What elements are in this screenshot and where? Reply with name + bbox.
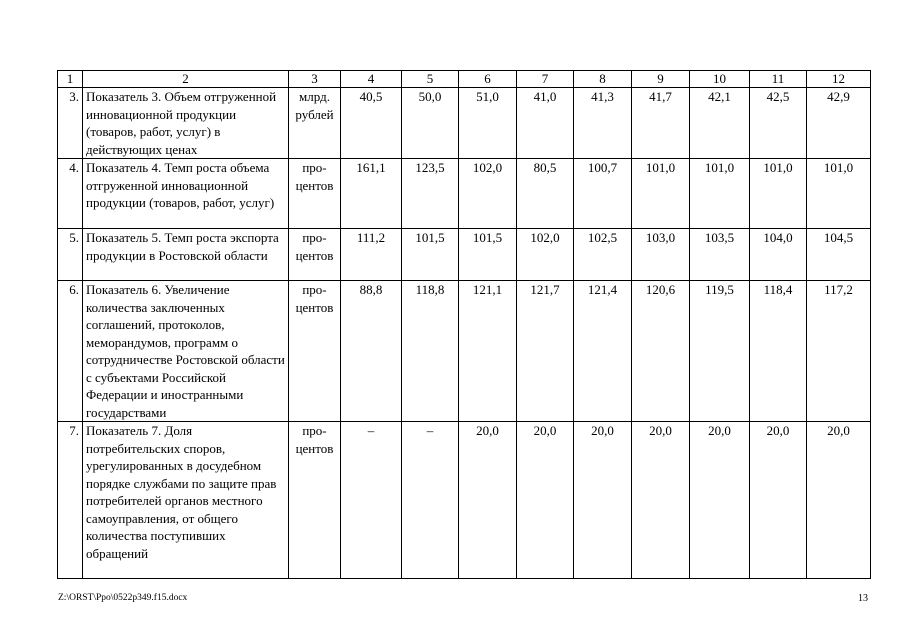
value-cell: 41,3 [574, 88, 632, 159]
value-cell: 50,0 [402, 88, 459, 159]
header-cell: 11 [750, 71, 807, 88]
value-cell: 104,0 [750, 229, 807, 281]
value-cell: – [341, 422, 402, 579]
indicator-name: Показатель 5. Темп роста экспорта продукции в Ростовской области [83, 229, 289, 281]
header-cell: 12 [807, 71, 871, 88]
value-cell: 102,0 [459, 159, 517, 229]
value-cell: 101,0 [807, 159, 871, 229]
value-cell: 121,4 [574, 281, 632, 422]
row-number: 4. [58, 159, 83, 229]
value-cell: 118,4 [750, 281, 807, 422]
value-cell: 51,0 [459, 88, 517, 159]
unit-cell: млрд. рублей [289, 88, 341, 159]
header-cell: 1 [58, 71, 83, 88]
value-cell: 40,5 [341, 88, 402, 159]
header-cell: 8 [574, 71, 632, 88]
value-cell: 161,1 [341, 159, 402, 229]
header-row [58, 71, 871, 88]
value-cell: 20,0 [807, 422, 871, 579]
value-cell: 104,5 [807, 229, 871, 281]
value-cell: 103,5 [690, 229, 750, 281]
value-cell: 120,6 [632, 281, 690, 422]
unit-cell: про-центов [289, 422, 341, 579]
value-cell: 20,0 [750, 422, 807, 579]
value-cell: 41,0 [517, 88, 574, 159]
value-cell: 20,0 [632, 422, 690, 579]
value-cell: 101,0 [690, 159, 750, 229]
value-cell: 42,9 [807, 88, 871, 159]
value-cell: 123,5 [402, 159, 459, 229]
value-cell: 101,5 [402, 229, 459, 281]
value-cell: 117,2 [807, 281, 871, 422]
row-number: 6. [58, 281, 83, 422]
unit-cell: про-центов [289, 229, 341, 281]
header-cell: 6 [459, 71, 517, 88]
header-cell: 7 [517, 71, 574, 88]
value-cell: 80,5 [517, 159, 574, 229]
value-cell: 42,5 [750, 88, 807, 159]
header-cell: 4 [341, 71, 402, 88]
indicator-name: Показатель 6. Увеличение количества заключенных соглашений, протоколов, меморандумов, программ о сотрудничестве Ростовской области с субъектами Российской Федерации и иностранными государствами [83, 281, 289, 422]
value-cell: – [402, 422, 459, 579]
header-cell: 2 [83, 71, 289, 88]
table-row [58, 88, 871, 159]
indicator-name: Показатель 3. Объем отгруженной инновационной продукции (товаров, работ, услуг) в действующих ценах [83, 88, 289, 159]
value-cell: 88,8 [341, 281, 402, 422]
table-row [58, 159, 871, 229]
value-cell: 121,1 [459, 281, 517, 422]
header-cell: 3 [289, 71, 341, 88]
value-cell: 100,7 [574, 159, 632, 229]
row-number: 7. [58, 422, 83, 579]
value-cell: 121,7 [517, 281, 574, 422]
indicator-name: Показатель 4. Темп роста объема отгруженной инновационной продукции (товаров, работ, услуг) [83, 159, 289, 229]
value-cell: 111,2 [341, 229, 402, 281]
value-cell: 101,0 [750, 159, 807, 229]
header-cell: 9 [632, 71, 690, 88]
value-cell: 20,0 [690, 422, 750, 579]
page-number: 13 [858, 593, 868, 604]
indicators-table [57, 70, 871, 579]
header-cell: 10 [690, 71, 750, 88]
value-cell: 102,0 [517, 229, 574, 281]
value-cell: 20,0 [517, 422, 574, 579]
value-cell: 42,1 [690, 88, 750, 159]
value-cell: 20,0 [459, 422, 517, 579]
unit-cell: про-центов [289, 159, 341, 229]
value-cell: 102,5 [574, 229, 632, 281]
value-cell: 119,5 [690, 281, 750, 422]
row-number: 5. [58, 229, 83, 281]
row-number: 3. [58, 88, 83, 159]
value-cell: 101,0 [632, 159, 690, 229]
header-cell: 5 [402, 71, 459, 88]
value-cell: 41,7 [632, 88, 690, 159]
table-body [58, 71, 871, 579]
value-cell: 101,5 [459, 229, 517, 281]
value-cell: 20,0 [574, 422, 632, 579]
footer-file-path: Z:\ORST\Ppo\0522p349.f15.docx [58, 593, 188, 603]
unit-cell: про-центов [289, 281, 341, 422]
value-cell: 118,8 [402, 281, 459, 422]
value-cell: 103,0 [632, 229, 690, 281]
table-row [58, 281, 871, 422]
indicator-name: Показатель 7. Доля потребительских споров, урегулированных в досудебном порядке службами по защите прав потребителей органов местного самоуправления, от общего количества поступивших обращений [83, 422, 289, 579]
table-row [58, 422, 871, 579]
table-row [58, 229, 871, 281]
